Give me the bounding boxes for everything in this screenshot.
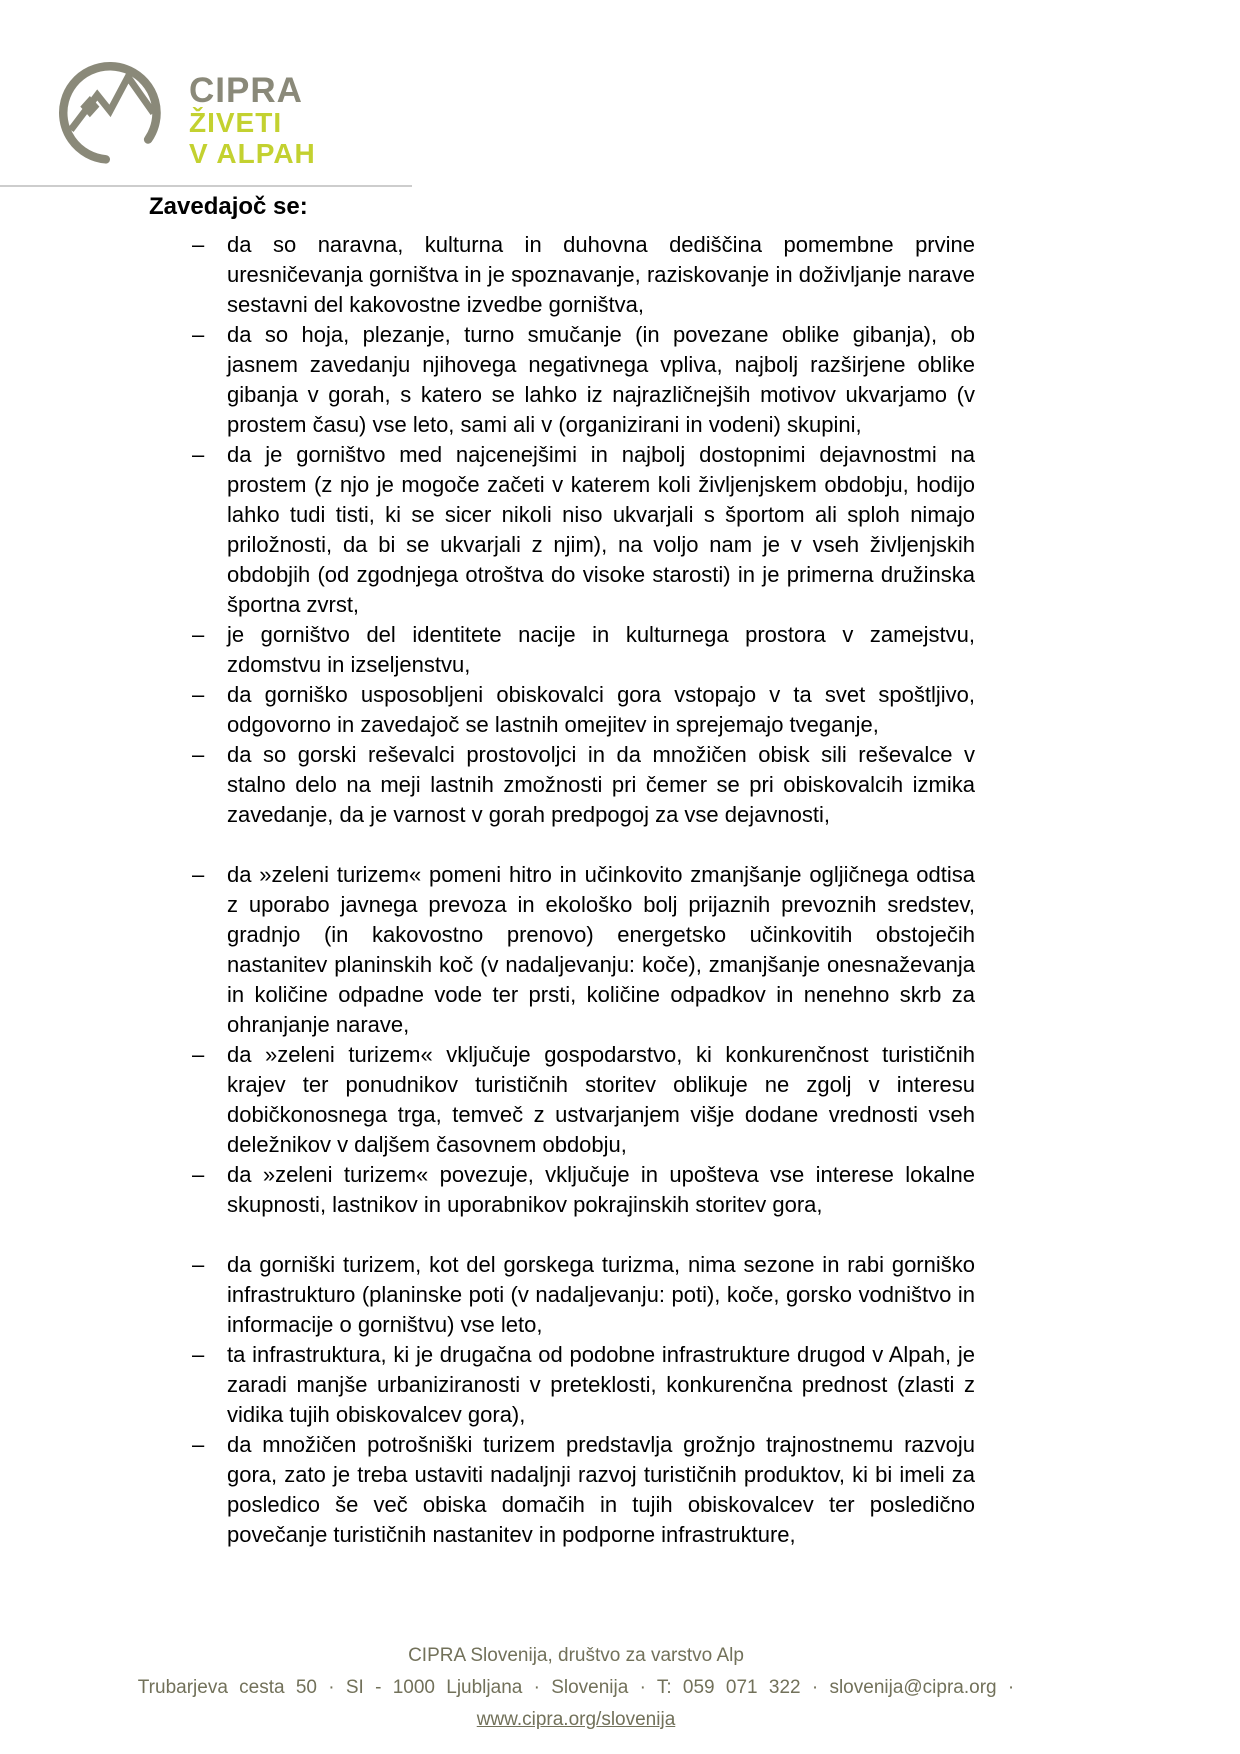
list-dash-marker: – — [192, 232, 205, 257]
list-item — [192, 680, 975, 740]
list-dash-marker: – — [192, 742, 205, 767]
list-item — [192, 1340, 975, 1430]
logo-tagline-2: V ALPAH — [189, 138, 316, 169]
bullet-list — [192, 230, 975, 1550]
list-dash-marker: – — [192, 862, 205, 887]
list-item — [192, 1160, 975, 1220]
logo-text — [189, 71, 316, 169]
mountain-circle-icon — [57, 60, 163, 166]
bullet-group — [192, 230, 975, 830]
footer-org-name: CIPRA Slovenija, društvo za varstvo Alp — [408, 1645, 744, 1666]
list-item — [192, 1430, 975, 1550]
list-item — [192, 440, 975, 620]
list-item — [192, 860, 975, 1040]
footer-website-link[interactable]: www.cipra.org/slovenija — [476, 1709, 676, 1730]
list-item-text: da so naravna, kulturna in duhovna dediščina pomembne prvine uresničevanja gorništva in je spoznavanje, raziskovanje in doživljanje narave sestavni del kakovostne izvedbe gorništva, — [227, 232, 975, 317]
logo-brand-name: CIPRA — [189, 71, 303, 110]
list-item-text: da gorniško usposobljeni obiskovalci gora vstopajo v ta svet spoštljivo, odgovorno in zavedajoč se lastnih omejitev in sprejemajo tveganje, — [227, 682, 975, 737]
document-heading: Zavedajoč se: — [149, 193, 308, 220]
list-dash-marker: – — [192, 1252, 205, 1277]
list-dash-marker: – — [192, 682, 205, 707]
list-dash-marker: – — [192, 622, 205, 647]
list-item — [192, 320, 975, 440]
list-dash-marker: – — [192, 322, 205, 347]
list-dash-marker: – — [192, 442, 205, 467]
bullet-group — [192, 1250, 975, 1550]
footer-address: Trubarjeva cesta 50 · SI - 1000 Ljubljana · Slovenija · T: 059 071 322 · slovenija@cipra.org · — [137, 1677, 1015, 1698]
list-item — [192, 620, 975, 680]
bullet-group — [192, 860, 975, 1220]
list-item-text: je gorništvo del identitete nacije in kulturnega prostora v zamejstvu, zdomstvu in izseljenstvu, — [227, 622, 975, 677]
list-item-text: da je gorništvo med najcenejšimi in najbolj dostopnimi dejavnostmi na prostem (z njo je mogoče začeti v katerem koli življenjskem obdobju, hodijo lahko tudi tisti, ki se sicer nikoli niso ukvarjali s športom ali sploh nimajo priložnosti, da bi se ukvarjali z njim), na voljo nam je v vseh življenjskih obdobjih (od zgodnjega otroštva do visoke starosti) in je primerna družinska športna zvrst, — [227, 442, 975, 617]
list-dash-marker: – — [192, 1342, 205, 1367]
list-item-text: da množičen potrošniški turizem predstavlja grožnjo trajnostnemu razvoju gora, zato je treba ustaviti nadaljnji razvoj turističnih produktov, ki bi imeli za posledico še več obiska domačih in tujih obiskovalcev ter posledično povečanje turističnih nastanitev in podporne infrastrukture, — [227, 1432, 975, 1547]
list-item-text: da »zeleni turizem« vključuje gospodarstvo, ki konkurenčnost turističnih krajev ter ponudnikov turističnih storitev oblikuje ne zgolj v interesu dobičkonosnega trga, temveč z ustvarjanjem višje dodane vrednosti vseh deležnikov v daljšem časovnem obdobju, — [227, 1042, 975, 1157]
list-item-text: da »zeleni turizem« pomeni hitro in učinkovito zmanjšanje ogljičnega odtisa z uporabo javnega prevoza in ekološko bolj prijaznih prevoznih sredstev, gradnjo (in kakovostno prenovo) energetsko učinkovitih obstoječih nastanitev planinskih koč (v nadaljevanju: koče), zmanjšanje onesnaževanja in količine odpadne vode ter prsti, količine odpadkov in nenehno skrb za ohranjanje narave, — [227, 862, 975, 1037]
list-item — [192, 1040, 975, 1160]
list-dash-marker: – — [192, 1042, 205, 1067]
list-item-text: da »zeleni turizem« povezuje, vključuje in upošteva vse interese lokalne skupnosti, lastnikov in uporabnikov pokrajinskih storitev gora, — [227, 1162, 975, 1217]
cipra-logo — [57, 60, 316, 169]
header-divider — [0, 185, 412, 187]
page-footer — [0, 1640, 1152, 1736]
list-item — [192, 1250, 975, 1340]
list-item — [192, 230, 975, 320]
list-item-text: da gorniški turizem, kot del gorskega turizma, nima sezone in rabi gorniško infrastrukturo (planinske poti (v nadaljevanju: poti), koče, gorsko vodništvo in informacije o gorništvu) vse leto, — [227, 1252, 975, 1337]
logo-tagline-1: ŽIVETI — [189, 107, 283, 138]
list-item-text: da so gorski reševalci prostovoljci in da množičen obisk sili reševalce v stalno delo na meji lastnih zmožnosti pri čemer se pri obiskovalcih izmika zavedanje, da je varnost v gorah predpogoj za vse dejavnosti, — [227, 742, 975, 827]
list-item — [192, 740, 975, 830]
list-item-text: da so hoja, plezanje, turno smučanje (in povezane oblike gibanja), ob jasnem zavedanju njihovega negativnega vpliva, najbolj razširjene oblike gibanja v gorah, s katero se lahko iz najrazličnejših motivov ukvarjamo (v prostem času) vse leto, sami ali v (organizirani in vodeni) skupini, — [227, 322, 975, 437]
list-dash-marker: – — [192, 1162, 205, 1187]
list-dash-marker: – — [192, 1432, 205, 1457]
list-item-text: ta infrastruktura, ki je drugačna od podobne infrastrukture drugod v Alpah, je zaradi manjše urbaniziranosti v preteklosti, konkurenčna prednost (zlasti z vidika tujih obiskovalcev gora), — [227, 1342, 975, 1427]
